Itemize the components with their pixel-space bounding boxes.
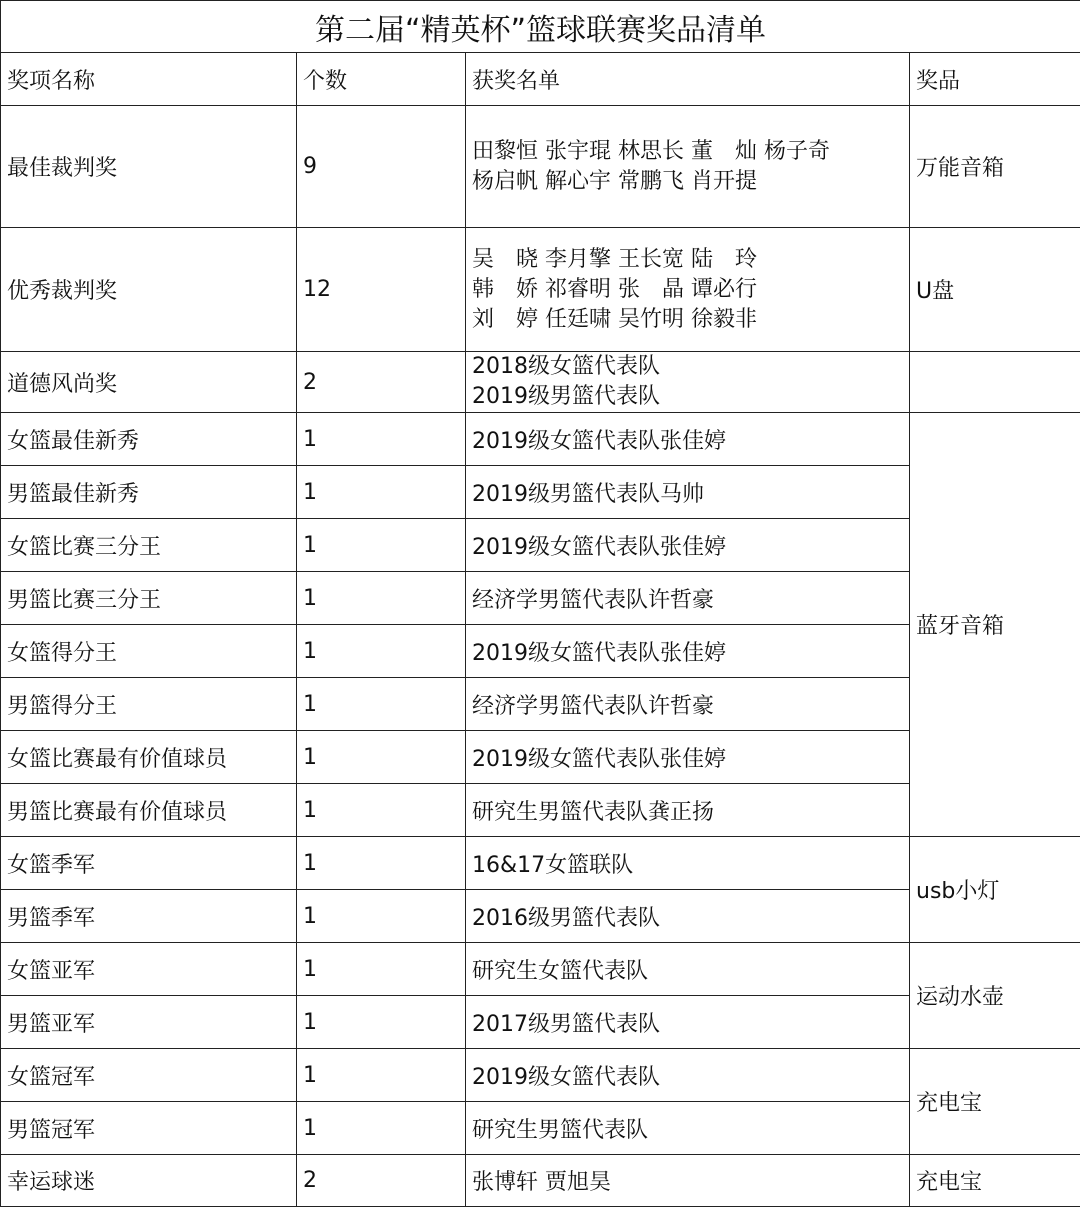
award-name: 女篮得分王 (1, 625, 297, 678)
award-count: 1 (297, 943, 466, 996)
award-name: 女篮亚军 (1, 943, 297, 996)
award-name: 女篮比赛三分王 (1, 519, 297, 572)
winner-list: 2019级男篮代表队马帅 (466, 466, 910, 519)
header-prize: 奖品 (910, 53, 1080, 106)
award-count: 1 (297, 731, 466, 784)
winner-list: 研究生男篮代表队 (466, 1102, 910, 1155)
winner-list: 2019级女篮代表队张佳婷 (466, 625, 910, 678)
header-winners: 获奖名单 (466, 53, 910, 106)
award-count: 1 (297, 625, 466, 678)
sheet-title: 第二届“精英杯”篮球联赛奖品清单 (1, 1, 1080, 53)
award-name: 男篮比赛三分王 (1, 572, 297, 625)
header-row (1, 53, 1080, 106)
prize-cell: 充电宝 (910, 1049, 1080, 1155)
header-count: 个数 (297, 53, 466, 106)
award-name: 最佳裁判奖 (1, 106, 297, 228)
award-name: 道德风尚奖 (1, 352, 297, 413)
winner-list: 2019级女篮代表队张佳婷 (466, 413, 910, 466)
award-name: 男篮亚军 (1, 996, 297, 1049)
winner-list: 2016级男篮代表队 (466, 890, 910, 943)
award-name: 女篮最佳新秀 (1, 413, 297, 466)
winner-list: 2019级女篮代表队张佳婷 (466, 519, 910, 572)
table-row (1, 1155, 1080, 1207)
winner-line: 吴 晓 李月擎 王长宽 陆 玲 (472, 245, 903, 275)
award-count: 1 (297, 572, 466, 625)
table-row (1, 1049, 1080, 1102)
winner-list: 2019级女篮代表队 (466, 1049, 910, 1102)
prize-cell: 充电宝 (910, 1155, 1080, 1207)
winner-list: 2017级男篮代表队 (466, 996, 910, 1049)
table-row (1, 943, 1080, 996)
table-row (1, 837, 1080, 890)
award-name: 男篮得分王 (1, 678, 297, 731)
award-name: 幸运球迷 (1, 1155, 297, 1207)
award-count: 1 (297, 413, 466, 466)
award-name: 女篮比赛最有价值球员 (1, 731, 297, 784)
prize-cell: 运动水壶 (910, 943, 1080, 1049)
award-count: 1 (297, 1049, 466, 1102)
award-name: 女篮冠军 (1, 1049, 297, 1102)
award-count: 1 (297, 678, 466, 731)
winner-list: 经济学男篮代表队许哲豪 (466, 678, 910, 731)
award-name: 女篮季军 (1, 837, 297, 890)
title-row (1, 1, 1080, 53)
award-count: 1 (297, 890, 466, 943)
winner-list: 研究生男篮代表队龚正扬 (466, 784, 910, 837)
winner-list: 研究生女篮代表队 (466, 943, 910, 996)
table-row (1, 106, 1080, 228)
winner-line: 杨启帆 解心宇 常鹏飞 肖开提 (472, 167, 903, 197)
winner-list (466, 352, 910, 413)
winner-line: 2019级男篮代表队 (472, 382, 903, 412)
header-award: 奖项名称 (1, 53, 297, 106)
award-count: 12 (297, 228, 466, 352)
award-count: 1 (297, 837, 466, 890)
winner-list (466, 106, 910, 228)
award-count: 2 (297, 352, 466, 413)
prize-cell: 蓝牙音箱 (910, 413, 1080, 837)
award-count: 1 (297, 466, 466, 519)
winner-line: 刘 婷 任廷啸 吴竹明 徐毅非 (472, 305, 903, 335)
winner-list: 张博轩 贾旭昊 (466, 1155, 910, 1207)
table-row (1, 352, 1080, 413)
winner-list (466, 228, 910, 352)
award-count: 1 (297, 1102, 466, 1155)
award-name: 男篮冠军 (1, 1102, 297, 1155)
prize-cell: 万能音箱 (910, 106, 1080, 228)
award-name: 男篮最佳新秀 (1, 466, 297, 519)
prize-cell (910, 352, 1080, 413)
award-count: 1 (297, 996, 466, 1049)
award-count: 2 (297, 1155, 466, 1207)
prize-cell: usb小灯 (910, 837, 1080, 943)
award-count: 9 (297, 106, 466, 228)
winner-list: 2019级女篮代表队张佳婷 (466, 731, 910, 784)
award-name: 男篮比赛最有价值球员 (1, 784, 297, 837)
table-row (1, 413, 1080, 466)
award-count: 1 (297, 519, 466, 572)
award-name: 男篮季军 (1, 890, 297, 943)
prize-cell: U盘 (910, 228, 1080, 352)
winner-list: 16&17女篮联队 (466, 837, 910, 890)
winner-list: 经济学男篮代表队许哲豪 (466, 572, 910, 625)
winner-line: 2018级女篮代表队 (472, 352, 903, 382)
winner-line: 韩 娇 祁睿明 张 晶 谭必行 (472, 275, 903, 305)
winner-line: 田黎恒 张宇琨 林思长 董 灿 杨子奇 (472, 137, 903, 167)
award-name: 优秀裁判奖 (1, 228, 297, 352)
award-count: 1 (297, 784, 466, 837)
table-row (1, 228, 1080, 352)
